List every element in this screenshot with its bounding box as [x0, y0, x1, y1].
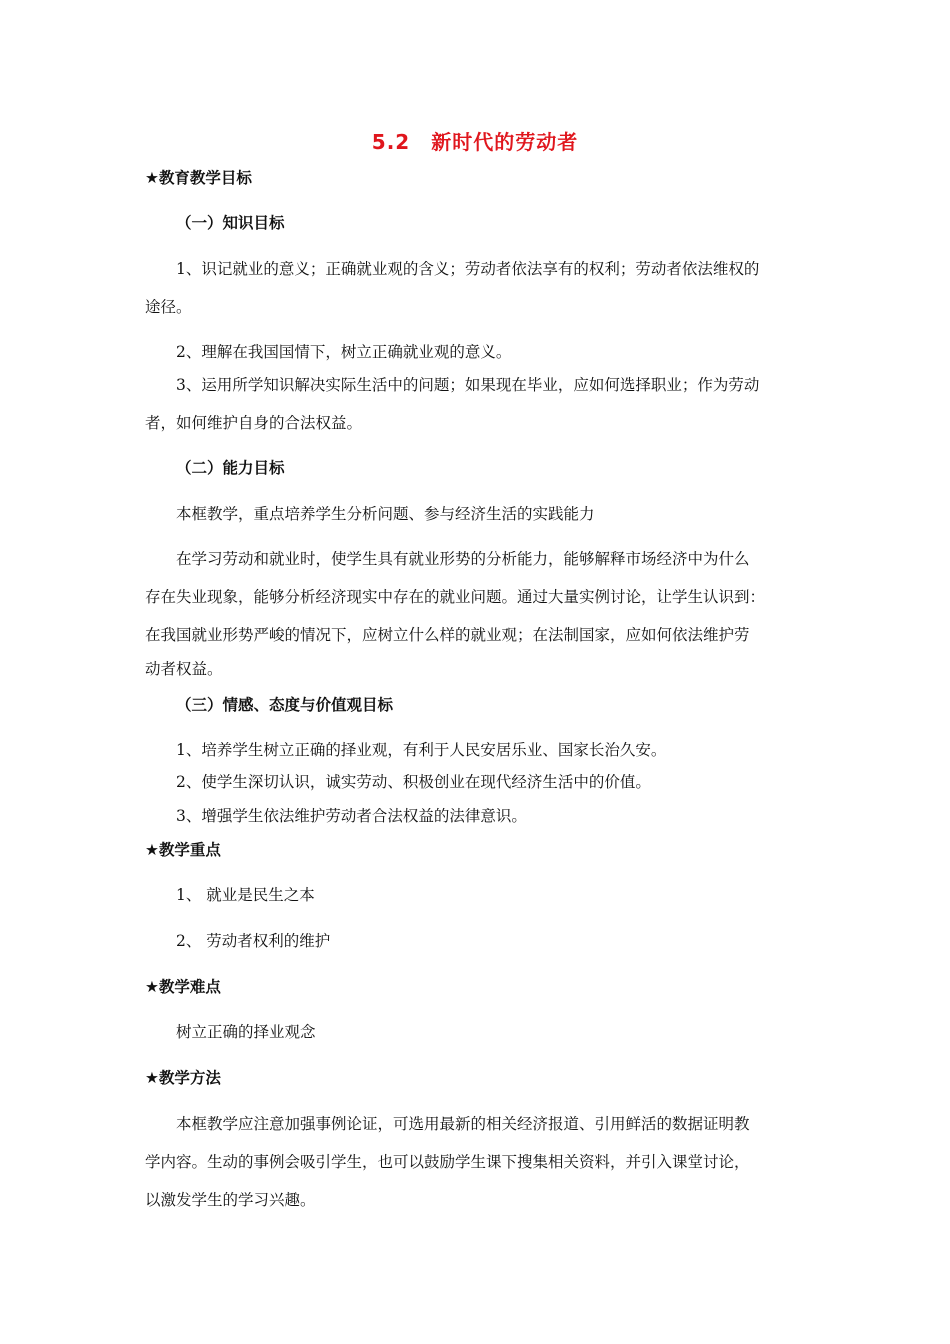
- goals-heading: ★教育教学目标: [145, 169, 252, 187]
- paragraph-line: 2、使学生深切认识，诚实劳动、积极创业在现代经济生活中的价值。: [176, 773, 651, 791]
- paragraph-line: 以激发学生的学习兴趣。: [145, 1191, 316, 1209]
- paragraph-line: 1、 就业是民生之本: [176, 886, 315, 904]
- key-heading: ★教学重点: [145, 841, 221, 859]
- paragraph-line: 3、增强学生依法维护劳动者合法权益的法律意识。: [176, 807, 527, 825]
- knowledge-heading: （一）知识目标: [176, 214, 285, 232]
- ability-heading: （二）能力目标: [176, 459, 285, 477]
- difficult-heading: ★教学难点: [145, 978, 221, 996]
- paragraph-line: 动者权益。: [145, 660, 223, 678]
- paragraph-line: 在我国就业形势严峻的情况下，应树立什么样的就业观；在法制国家，应如何依法维护劳: [145, 626, 750, 644]
- paragraph-line: 在学习劳动和就业时，使学生具有就业形势的分析能力，能够解释市场经济中为什么: [176, 550, 750, 568]
- paragraph-line: 学内容。生动的事例会吸引学生，也可以鼓励学生课下搜集相关资料，并引入课堂讨论，: [145, 1153, 750, 1171]
- paragraph-line: 存在失业现象，能够分析经济现实中存在的就业问题。通过大量实例讨论，让学生认识到：: [145, 588, 766, 606]
- paragraph-line: 1、培养学生树立正确的择业观，有利于人民安居乐业、国家长治久安。: [176, 741, 667, 759]
- paragraph-line: 途径。: [145, 298, 192, 316]
- paragraph-line: 树立正确的择业观念: [176, 1023, 316, 1041]
- paragraph-line: 本框教学应注意加强事例论证，可选用最新的相关经济报道、引用鲜活的数据证明教: [176, 1115, 750, 1133]
- paragraph-line: 3、运用所学知识解决实际生活中的问题；如果现在毕业，应如何选择职业；作为劳动: [176, 376, 760, 394]
- method-heading: ★教学方法: [145, 1069, 221, 1087]
- paragraph-line: 1、识记就业的意义；正确就业观的含义；劳动者依法享有的权利；劳动者依法维权的: [176, 260, 760, 278]
- paragraph-line: 2、 劳动者权利的维护: [176, 932, 331, 950]
- paragraph-line: 2、理解在我国国情下，树立正确就业观的意义。: [176, 343, 512, 361]
- paragraph-line: 者，如何维护自身的合法权益。: [145, 414, 363, 432]
- paragraph-line: 本框教学，重点培养学生分析问题、参与经济生活的实践能力: [176, 505, 595, 523]
- page-title: 5.2 新时代的劳动者: [371, 130, 579, 154]
- emotion-heading: （三）情感、态度与价值观目标: [176, 696, 394, 714]
